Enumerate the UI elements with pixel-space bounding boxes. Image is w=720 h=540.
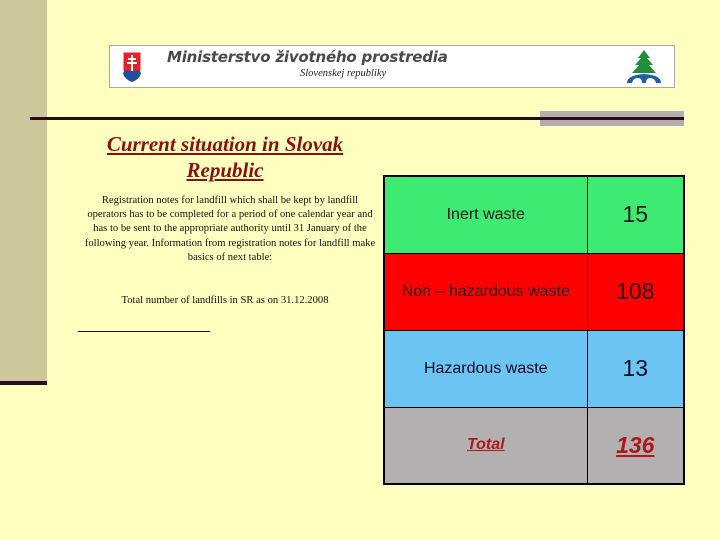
total-label-cell [384, 407, 587, 484]
header-rule [30, 117, 684, 120]
row-label: Hazardous waste [384, 330, 587, 407]
table-row-hazardous [384, 330, 684, 407]
table-row-total [384, 407, 684, 484]
sidebar-divider [0, 381, 47, 385]
ministry-subtitle: Slovenskej republiky [300, 68, 387, 79]
page-title: Current situation in Slovak Republic [106, 132, 344, 182]
ministry-banner [109, 45, 675, 88]
total-landfills-caption: Total number of landfills in SR as on 31.12.2008 [121, 295, 329, 306]
table-row-non-hazardous [384, 253, 684, 330]
slovak-coat-of-arms-icon [122, 51, 142, 83]
description-text: Registration notes for landfill which shall be kept by landfill operators has to be completed for a period of one calendar year and has to be sent to the appropriate authority until 31 January of the following year. Information from registration notes for landfill make basics of next table: [84, 195, 376, 263]
row-label: Inert waste [384, 176, 587, 253]
row-value: 15 [587, 176, 684, 253]
total-value: 136 [616, 431, 655, 458]
row-label: Non – hazardous waste [384, 253, 587, 330]
table-row-inert [384, 176, 684, 253]
ministry-title: Ministerstvo životného prostredia [167, 48, 448, 66]
caption-rule [78, 331, 210, 332]
row-value: 108 [587, 253, 684, 330]
total-value-cell [587, 407, 684, 484]
landfill-table [383, 175, 685, 485]
total-label: Total [466, 436, 505, 454]
left-sidebar-band [0, 0, 47, 381]
row-value: 13 [587, 330, 684, 407]
tree-bridge-logo-icon [624, 49, 664, 85]
